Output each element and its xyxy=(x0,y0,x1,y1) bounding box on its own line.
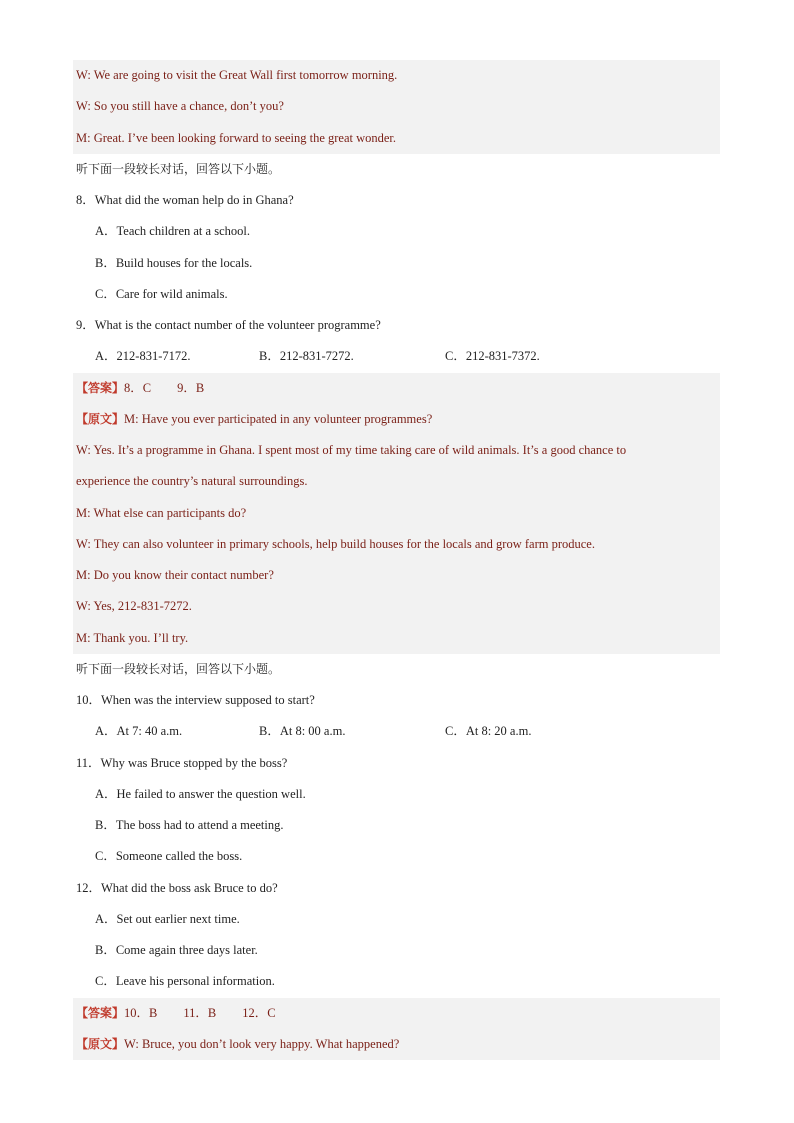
option-9c: C．212-831-7372. xyxy=(445,349,540,364)
question-10: 10．When was the interview supposed to start? xyxy=(76,693,315,707)
option-11b: B．The boss had to attend a meeting. xyxy=(95,818,284,832)
options-9 xyxy=(73,341,720,372)
answer-12: 12．C xyxy=(242,1005,276,1020)
transcript-line: W: We are going to visit the Great Wall first tomorrow morning. xyxy=(73,60,720,91)
answer-label: 【答案】 xyxy=(76,1005,125,1020)
transcript-line: M: Do you know their contact number? xyxy=(73,560,720,591)
transcript-line xyxy=(73,1029,720,1060)
transcript-text: W: Bruce, you don’t look very happy. What happened? xyxy=(124,1036,400,1051)
transcript-line: M: Thank you. I’ll try. xyxy=(73,623,720,654)
option-11a: A．He failed to answer the question well. xyxy=(95,786,306,801)
original-label: 【原文】 xyxy=(76,1036,125,1051)
answer-9: 9．B xyxy=(177,380,205,395)
option-12c: C．Leave his personal information. xyxy=(95,974,275,989)
answer-label: 【答案】 xyxy=(76,380,125,395)
option-9a: A．212-831-7172. xyxy=(95,349,191,364)
document-page xyxy=(73,60,720,1060)
answer-11: 11．B xyxy=(183,1005,217,1020)
options-10 xyxy=(73,716,720,747)
answer-line xyxy=(73,373,720,404)
section-instruction: 听下面一段较长对话，回答以下小题。 xyxy=(76,661,281,676)
option-8c: C．Care for wild animals. xyxy=(95,286,228,301)
answer-line xyxy=(73,998,720,1029)
transcript-line: experience the country’s natural surroundings. xyxy=(73,466,720,497)
answer-10: 10．B xyxy=(124,1005,158,1020)
transcript-text: M: Have you ever participated in any volunteer programmes? xyxy=(124,411,433,426)
answer-8: 8．C xyxy=(124,380,152,395)
question-8: 8．What did the woman help do in Ghana? xyxy=(76,193,294,207)
question-11: 11．Why was Bruce stopped by the boss? xyxy=(76,755,288,770)
option-10b: B．At 8: 00 a.m. xyxy=(259,724,346,739)
option-10c: C．At 8: 20 a.m. xyxy=(445,724,532,739)
original-label: 【原文】 xyxy=(76,411,125,426)
transcript-line: M: What else can participants do? xyxy=(73,498,720,529)
transcript-line xyxy=(73,404,720,435)
option-10a: A．At 7: 40 a.m. xyxy=(95,724,183,739)
transcript-line: W: They can also volunteer in primary schools, help build houses for the locals and grow farm produce. xyxy=(73,529,720,560)
option-8b: B．Build houses for the locals. xyxy=(95,255,253,270)
option-9b: B．212-831-7272. xyxy=(259,349,354,364)
option-8a: A．Teach children at a school. xyxy=(95,224,250,239)
option-12a: A．Set out earlier next time. xyxy=(95,911,240,926)
transcript-line: W: So you still have a chance, don’t you? xyxy=(73,91,720,122)
transcript-line: W: Yes. It’s a programme in Ghana. I spent most of my time taking care of wild animals. It’s a good chance to xyxy=(73,435,720,466)
question-9: 9．What is the contact number of the volunteer programme? xyxy=(76,318,381,332)
transcript-line: W: Yes, 212-831-7272. xyxy=(73,591,720,622)
option-11c: C．Someone called the boss. xyxy=(95,849,243,864)
section-instruction: 听下面一段较长对话，回答以下小题。 xyxy=(76,161,281,176)
question-12: 12．What did the boss ask Bruce to do? xyxy=(76,880,278,895)
transcript-line: M: Great. I’ve been looking forward to seeing the great wonder. xyxy=(73,123,720,154)
option-12b: B．Come again three days later. xyxy=(95,943,258,957)
